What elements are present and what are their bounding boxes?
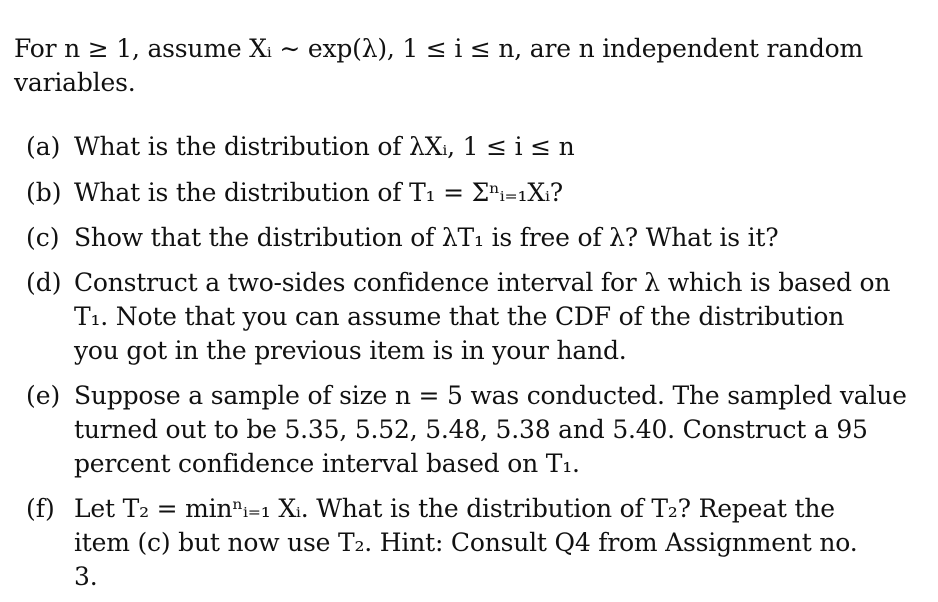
item-e-label: (e) (26, 381, 61, 410)
item-f-label: (f) (26, 494, 55, 523)
item-a-text: What is the distribution of λXᵢ, 1 ≤ i ≤ n (74, 132, 575, 161)
item-b-text: What is the distribution of T₁ = Σⁿᵢ₌₁Xᵢ? (74, 178, 563, 207)
item-e-line-2: turned out to be 5.35, 5.52, 5.48, 5.38 and 5.40. Construct a 95 (74, 415, 868, 444)
item-f-line-2: item (c) but now use T₂. Hint: Consult Q4 from Assignment no. (74, 528, 858, 557)
item-c-label: (c) (26, 223, 60, 252)
item-f-line-3: 3. (74, 562, 98, 591)
item-d-line-2: T₁. Note that you can assume that the CDF of the distribution (74, 302, 845, 331)
item-c-text: Show that the distribution of λT₁ is free of λ? What is it? (74, 223, 779, 252)
item-f-line-1: Let T₂ = minⁿᵢ₌₁ Xᵢ. What is the distribution of T₂? Repeat the (74, 494, 835, 523)
item-e-line-3: percent confidence interval based on T₁. (74, 449, 580, 478)
item-d-line-3: you got in the previous item is in your hand. (74, 336, 627, 365)
item-e-line-1: Suppose a sample of size n = 5 was conducted. The sampled value (74, 381, 907, 410)
item-a-label: (a) (26, 132, 61, 161)
intro-line-2: variables. (14, 68, 136, 97)
item-d-label: (d) (26, 268, 62, 297)
item-b-label: (b) (26, 178, 62, 207)
intro-line-1: For n ≥ 1, assume Xᵢ ∼ exp(λ), 1 ≤ i ≤ n, are n independent random (14, 34, 864, 63)
item-d-line-1: Construct a two-sides confidence interval for λ which is based on (74, 268, 891, 297)
